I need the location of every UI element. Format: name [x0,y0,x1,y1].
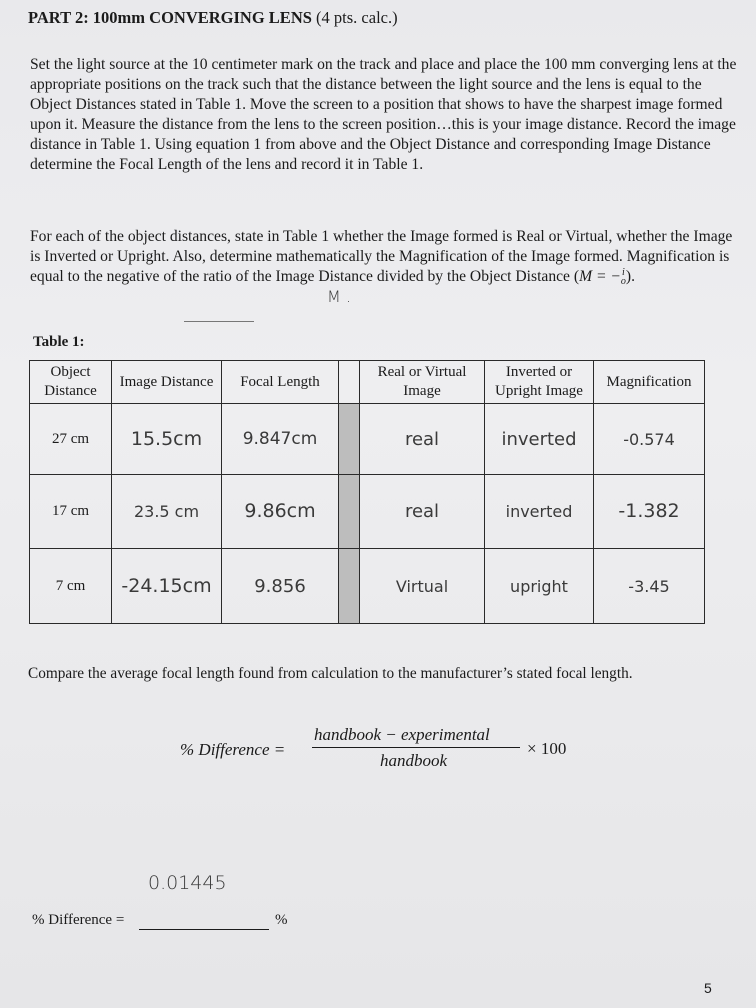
header-focal-length: Focal Length [222,361,339,404]
table-row [30,475,705,549]
instructions-paragraph-2-tail: ). [625,268,635,285]
cell-object-distance: 27 cm [30,404,112,475]
formula-multiplier: × 100 [527,739,567,758]
instructions-paragraph-1: Set the light source at the 10 centimeter mark on the track and place and place the 100 mm converging lens at the appropriate positions on the track such that the distance between the light source and the lens is equal to the Object Distances stated in Table 1. Move the screen to a position that shows to have the sharpest image formed upon it. Measure the distance from the lens to the screen position…this is your image distance. Record the image distance in Table 1. Using equation 1 from above and the Object Distance and corresponding Image Distance determine the Focal Length of the lens and record it in Table 1. [30,56,737,173]
cell-magnification: -0.574 [594,404,705,475]
percent-difference-label: % Difference = [32,912,125,928]
cell-magnification: -3.45 [594,549,705,624]
section-title-points: (4 pts. calc.) [316,8,398,27]
header-shaded-column [339,361,360,404]
cell-shaded [339,549,360,624]
cell-image-type: real [360,404,485,475]
cell-focal-length: 9.86cm [222,475,339,549]
header-magnification: Magnification [594,361,705,404]
answer-blank-line [139,929,269,930]
section-title-part: PART 2: 100mm CONVERGING LENS [28,8,312,27]
table-row [30,549,705,624]
results-table [29,360,705,624]
table-header-row [30,361,705,404]
instructions-paragraph-2-lead: For each of the object distances, state in Table 1 whether the Image formed is Real or Virtual, whether the Image is Inverted or Upright. Also, determine mathematically the Magnification of the Image formed. Magnification is equal to the negative of the ratio of the Image Distance divided by the Object Distance ( [30,228,733,285]
percent-unit: % [275,912,288,928]
fraction-bar [312,747,520,748]
section-title [28,8,398,28]
cell-focal-length: 9.856 [222,549,339,624]
cell-focal-length: 9.847cm [222,404,339,475]
header-real-or-virtual: Real or Virtual Image [360,361,485,404]
cell-object-distance: 17 cm [30,475,112,549]
percent-difference-value: 0.01445 [148,872,227,894]
cell-image-distance: -24.15cm [112,549,222,624]
cell-image-distance: 15.5cm [112,404,222,475]
cell-shaded [339,475,360,549]
table-label: Table 1: [33,334,85,350]
cell-magnification: -1.382 [594,475,705,549]
compare-instruction: Compare the average focal length found from calculation to the manufacturer’s stated focal length. [28,665,633,682]
header-image-distance: Image Distance [112,361,222,404]
formula-denominator: handbook [380,751,448,770]
table-row [30,404,705,475]
instructions-paragraph-2 [30,227,738,287]
cell-shaded [339,404,360,475]
cell-orientation: inverted [485,404,594,475]
cell-object-distance: 7 cm [30,549,112,624]
cell-image-distance: 23.5 cm [112,475,222,549]
pencil-annotation: M . [327,287,351,306]
pencil-underline [184,321,254,322]
fraction-denominator: o [620,276,626,288]
header-object-distance: Object Distance [30,361,112,404]
formula-lhs: % Difference = [180,740,286,759]
cell-image-type: Virtual [360,549,485,624]
cell-orientation: upright [485,549,594,624]
header-inverted-or-upright: Inverted or Upright Image [485,361,594,404]
cell-image-type: real [360,475,485,549]
formula-numerator: handbook − experimental [314,725,490,744]
magnification-formula-lhs: M = − [579,268,621,285]
fraction-numerator: i [622,267,625,279]
page-number: 5 [704,980,712,996]
cell-orientation: inverted [485,475,594,549]
